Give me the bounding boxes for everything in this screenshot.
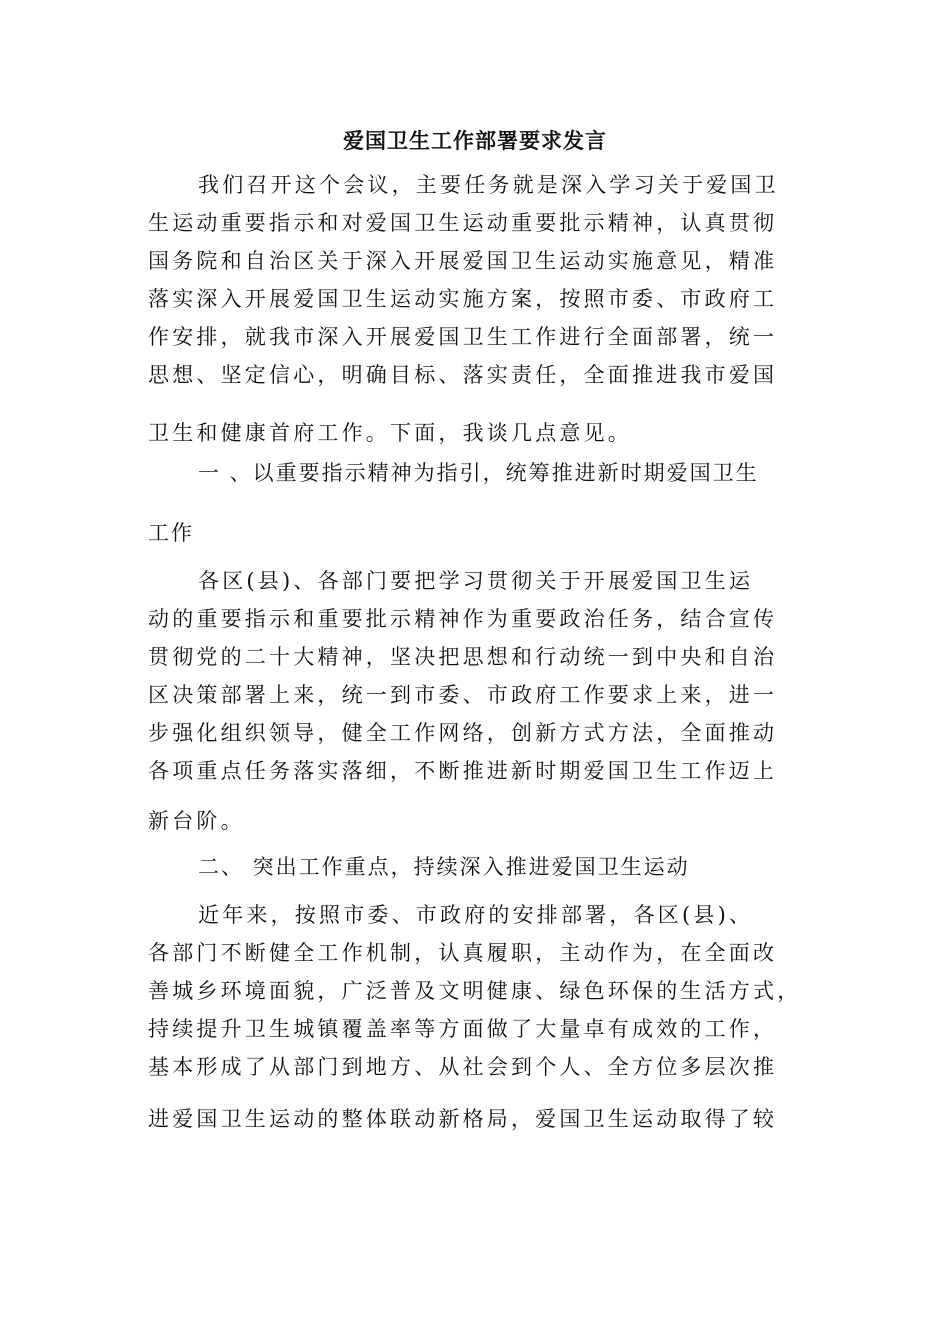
paragraph-1-line-7: 卫生和健康首府工作。下面，我谈几点意见。	[148, 421, 632, 445]
paragraph-1-line-6: 思想、坚定信心，明确目标、落实责任，全面推进我市爱国	[148, 363, 778, 387]
paragraph-1-line-2: 生运动重要指示和对爱国卫生运动重要批示精神，认真贯彻	[148, 211, 778, 235]
paragraph-2-line-1: 各区(县)、各部门要把学习贯彻关于开展爱国卫生运	[198, 569, 754, 593]
section-1-heading-line-1: 一 、以重要指示精神为指引，统筹推进新时期爱国卫生	[198, 461, 759, 485]
section-1-heading-line-2: 工作	[148, 521, 194, 545]
paragraph-2-line-2: 动的重要指示和重要批示精神作为重要政治任务，结合宣传	[148, 607, 778, 631]
paragraph-2-line-4: 区决策部署上来，统一到市委、市政府工作要求上来，进一	[148, 683, 778, 707]
paragraph-3-line-2: 各部门不断健全工作机制，认真履职，主动作为，在全面改	[148, 941, 778, 965]
section-2-heading: 二、 突出工作重点，持续深入推进爱国卫生运动	[198, 855, 690, 879]
document-title: 爱国卫生工作部署要求发言	[343, 128, 607, 153]
paragraph-3-line-6: 进爱国卫生运动的整体联动新格局，爱国卫生运动取得了较	[148, 1107, 778, 1131]
paragraph-3-line-1: 近年来，按照市委、市政府的安排部署，各区(县)、	[198, 903, 754, 927]
paragraph-3-line-4: 持续提升卫生城镇覆盖率等方面做了大量卓有成效的工作，	[148, 1017, 778, 1041]
paragraph-2-line-5: 步强化组织领导，健全工作网络，创新方式方法，全面推动	[148, 721, 778, 745]
paragraph-2-line-6: 各项重点任务落实落细，不断推进新时期爱国卫生工作迈上	[148, 759, 778, 783]
paragraph-2-line-3: 贯彻党的二十大精神，坚决把思想和行动统一到中央和自治	[148, 645, 778, 669]
paragraph-1-line-1: 我们召开这个会议，主要任务就是深入学习关于爱国卫	[198, 173, 779, 197]
paragraph-3-line-5: 基本形成了从部门到地方、从社会到个人、全方位多层次推	[148, 1055, 778, 1079]
paragraph-1-line-4: 落实深入开展爱国卫生运动实施方案，按照市委、市政府工	[148, 287, 778, 311]
paragraph-1-line-3: 国务院和自治区关于深入开展爱国卫生运动实施意见，精准	[148, 249, 778, 273]
paragraph-3-line-3: 善城乡环境面貌，广泛普及文明健康、绿色环保的生活方式，	[148, 979, 802, 1003]
paragraph-1-line-5: 作安排，就我市深入开展爱国卫生工作进行全面部署，统一	[148, 325, 778, 349]
paragraph-2-line-7: 新台阶。	[148, 809, 245, 833]
